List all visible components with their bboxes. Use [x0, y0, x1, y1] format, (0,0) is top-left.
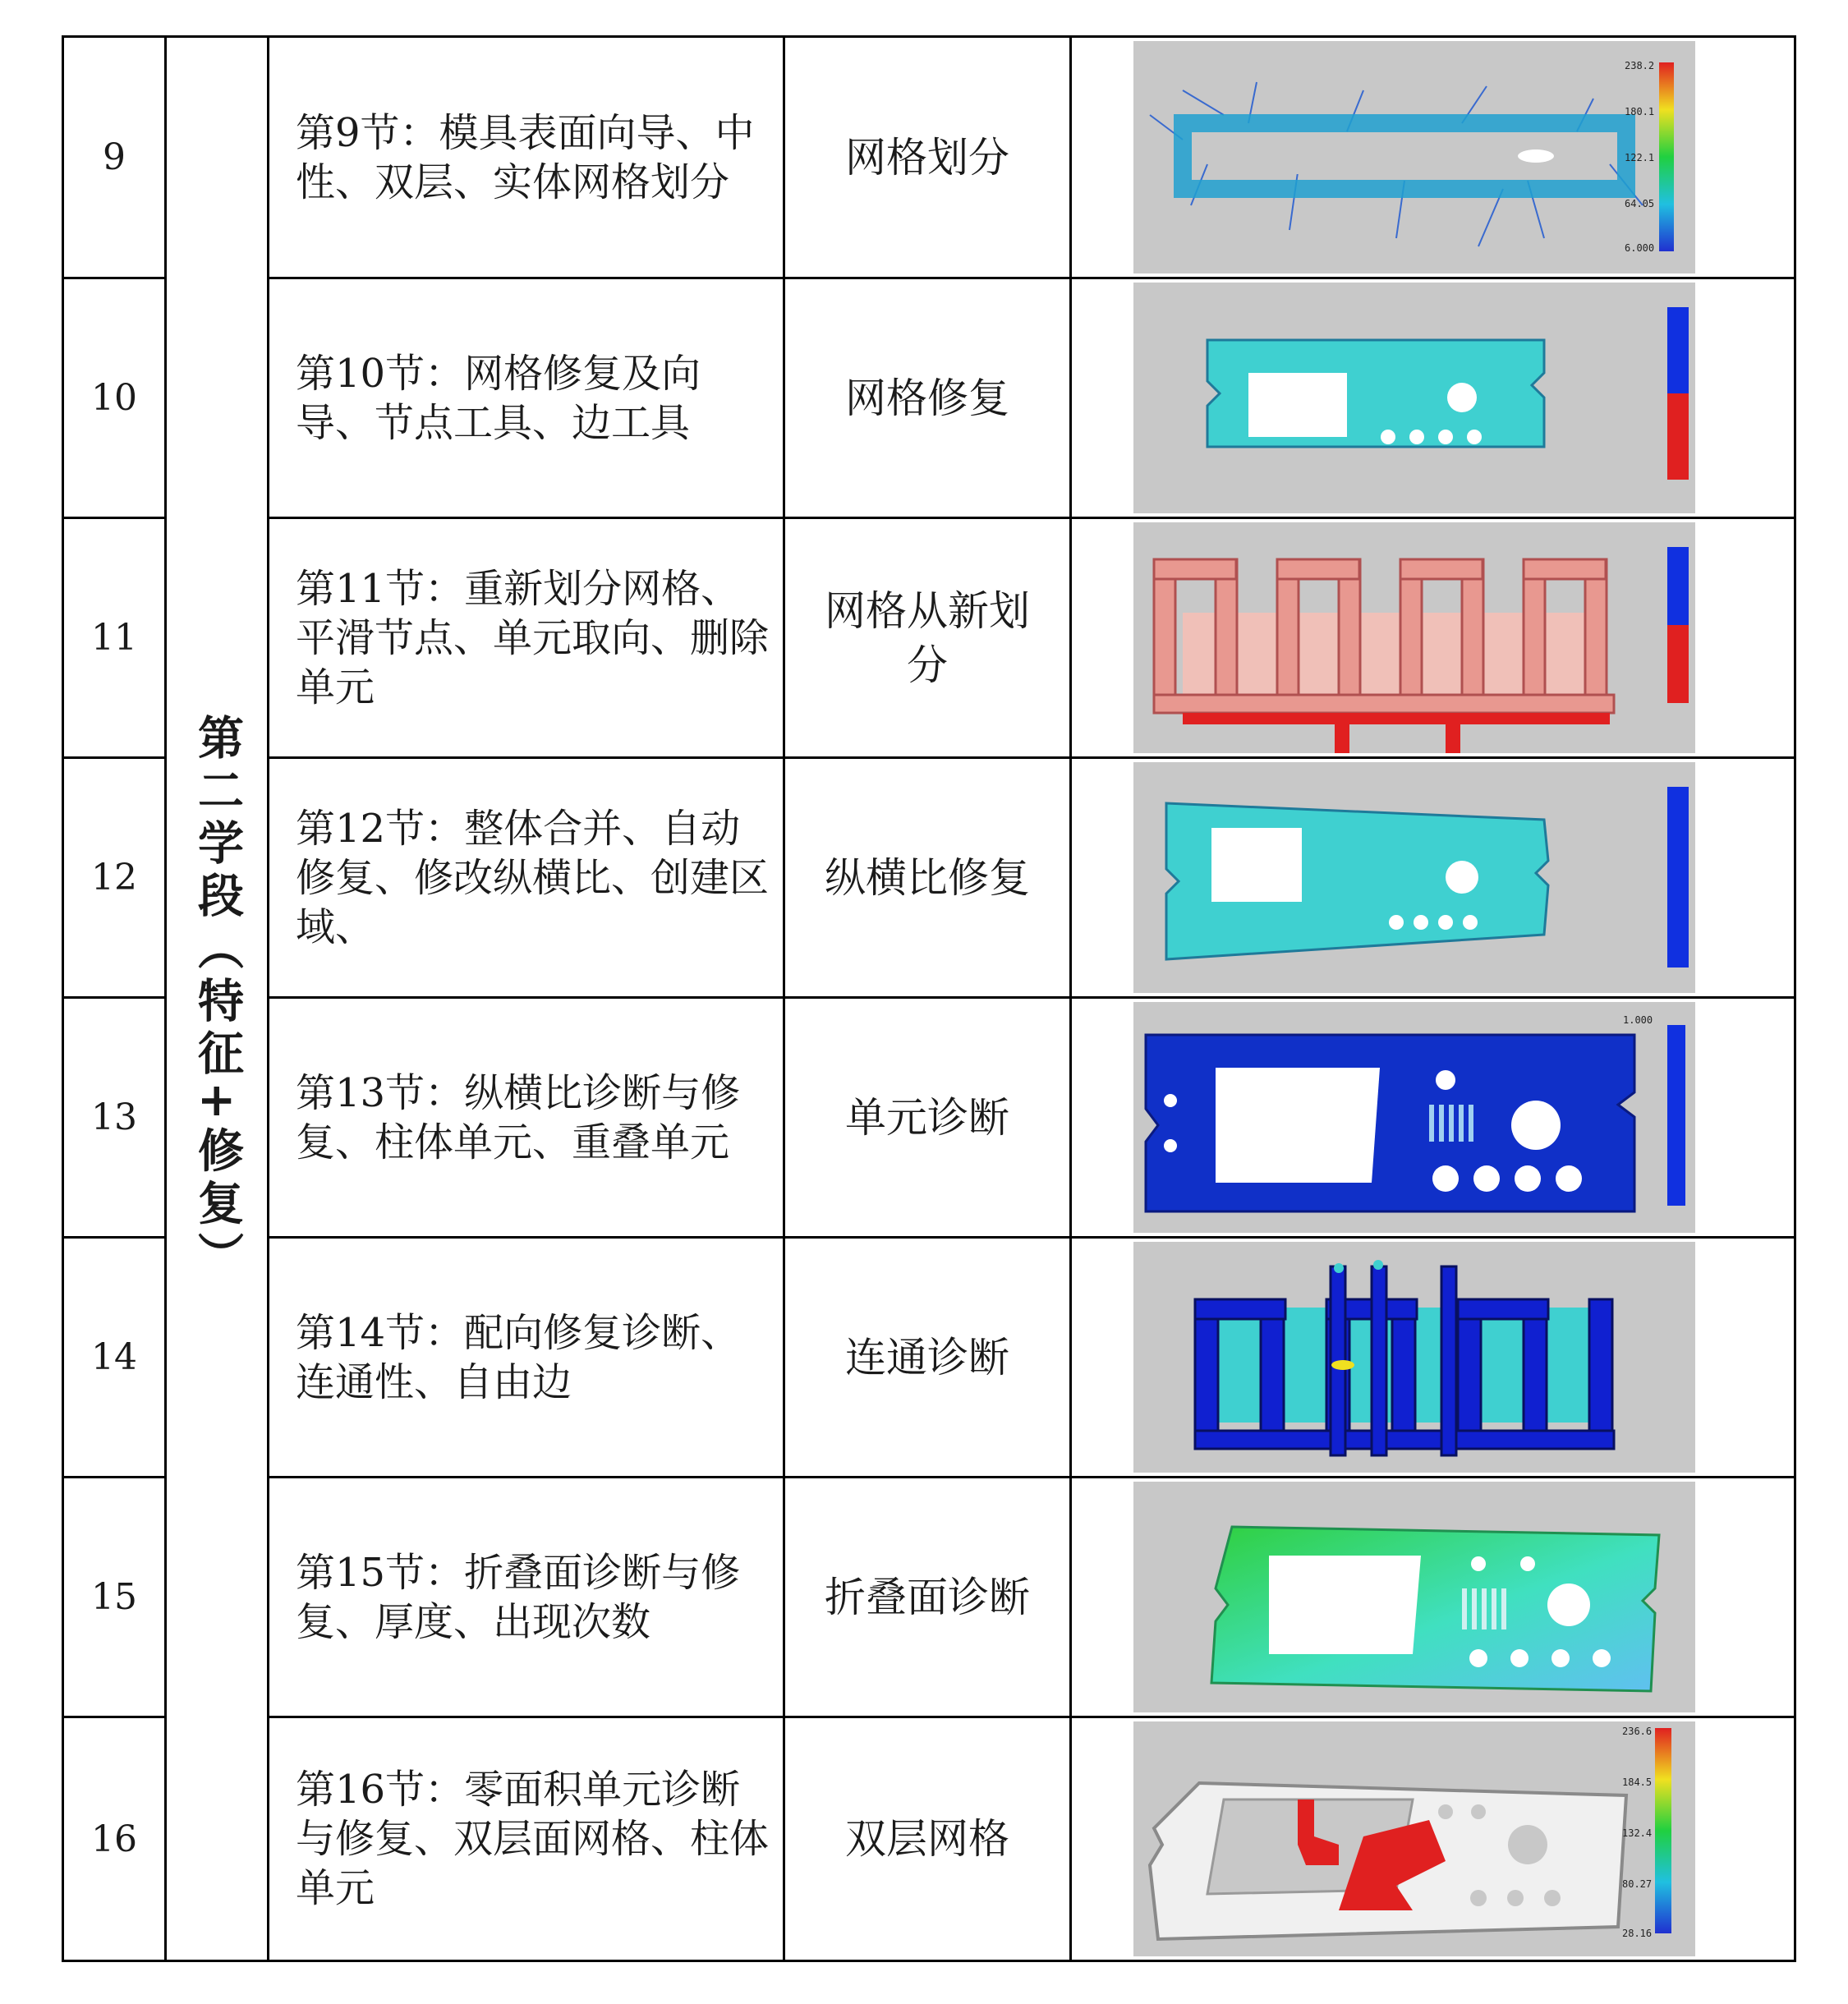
- scale-label: 132.4: [1622, 1827, 1653, 1839]
- stage-cell: [167, 38, 267, 1960]
- scale-label: 180.1: [1625, 106, 1655, 117]
- mesh-thumbnail: [1133, 1242, 1695, 1473]
- mesh-thumbnail: [1133, 762, 1695, 993]
- scale-label: 64.05: [1625, 198, 1655, 209]
- scale-label: 6.000: [1625, 242, 1655, 254]
- row-number: 9: [103, 136, 126, 178]
- lesson-topic: 第9节：模具表面向导、中性、双层、实体网格划分: [296, 109, 755, 205]
- mesh-thumbnail: [1133, 283, 1695, 513]
- connectivity-image: [1133, 1242, 1695, 1473]
- lesson-keyword: 网格从新划分: [825, 586, 1030, 689]
- lesson-topic: 第11节：重新划分网格、平滑节点、单元取向、删除单元: [296, 565, 770, 710]
- row-number: 15: [91, 1576, 137, 1618]
- course-table: [62, 35, 1796, 1962]
- stage-label: 第二学段（特征+修复）: [191, 713, 244, 1285]
- lesson-keyword: 网格修复: [845, 374, 1009, 422]
- scale-label: 80.27: [1622, 1878, 1653, 1890]
- lesson-keyword: 单元诊断: [845, 1093, 1009, 1142]
- lesson-topic: 第15节：折叠面诊断与修复、厚度、出现次数: [296, 1549, 741, 1645]
- lesson-topic: 第13节：纵横比诊断与修复、柱体单元、重叠单元: [296, 1069, 741, 1165]
- lesson-topic: 第14节：配向修复诊断、连通性、自由边: [296, 1309, 741, 1405]
- element-diagnosis-image: [1133, 1002, 1695, 1233]
- lesson-keyword: 纵横比修复: [825, 853, 1030, 902]
- lesson-keyword: 连通诊断: [845, 1333, 1009, 1381]
- lesson-topic: 第12节：整体合并、自动修复、修改纵横比、创建区域、: [296, 805, 770, 950]
- row-number: 12: [91, 857, 137, 899]
- mesh-repair-image: [1133, 283, 1695, 513]
- lesson-keyword: 双层网格: [845, 1815, 1009, 1863]
- row-number: 16: [91, 1818, 137, 1860]
- scale-label: 184.5: [1622, 1776, 1653, 1788]
- aspect-ratio-repair-image: [1133, 762, 1695, 993]
- lesson-topic: 第16节：零面积单元诊断与修复、双层面网格、柱体单元: [296, 1767, 770, 1911]
- scale-label: 122.1: [1625, 152, 1655, 163]
- row-number: 10: [91, 377, 137, 419]
- row-number: 11: [91, 617, 137, 659]
- remesh-image: [1133, 522, 1695, 753]
- mesh-generation-image: [1133, 41, 1695, 273]
- mesh-thumbnail: [1133, 1002, 1695, 1233]
- row-number: 14: [91, 1336, 137, 1378]
- folded-surface-image: [1133, 1482, 1695, 1712]
- scale-label: 28.16: [1622, 1928, 1653, 1939]
- mesh-thumbnail: [1133, 1721, 1695, 1956]
- row-number: 13: [91, 1096, 137, 1138]
- mesh-thumbnail: [1133, 1482, 1695, 1712]
- lesson-topic: 第10节：网格修复及向导、节点工具、边工具: [296, 350, 701, 446]
- mesh-thumbnail: [1133, 41, 1695, 273]
- mesh-thumbnail: [1133, 522, 1695, 753]
- scale-label: 236.6: [1622, 1726, 1653, 1737]
- lesson-keyword: 折叠面诊断: [825, 1573, 1030, 1621]
- scale-label: 1.000: [1623, 1014, 1653, 1026]
- lesson-keyword: 网格划分: [845, 133, 1009, 182]
- scale-label: 238.2: [1625, 60, 1655, 71]
- dual-domain-image: [1133, 1721, 1695, 1956]
- column-divider: [1069, 38, 1072, 1960]
